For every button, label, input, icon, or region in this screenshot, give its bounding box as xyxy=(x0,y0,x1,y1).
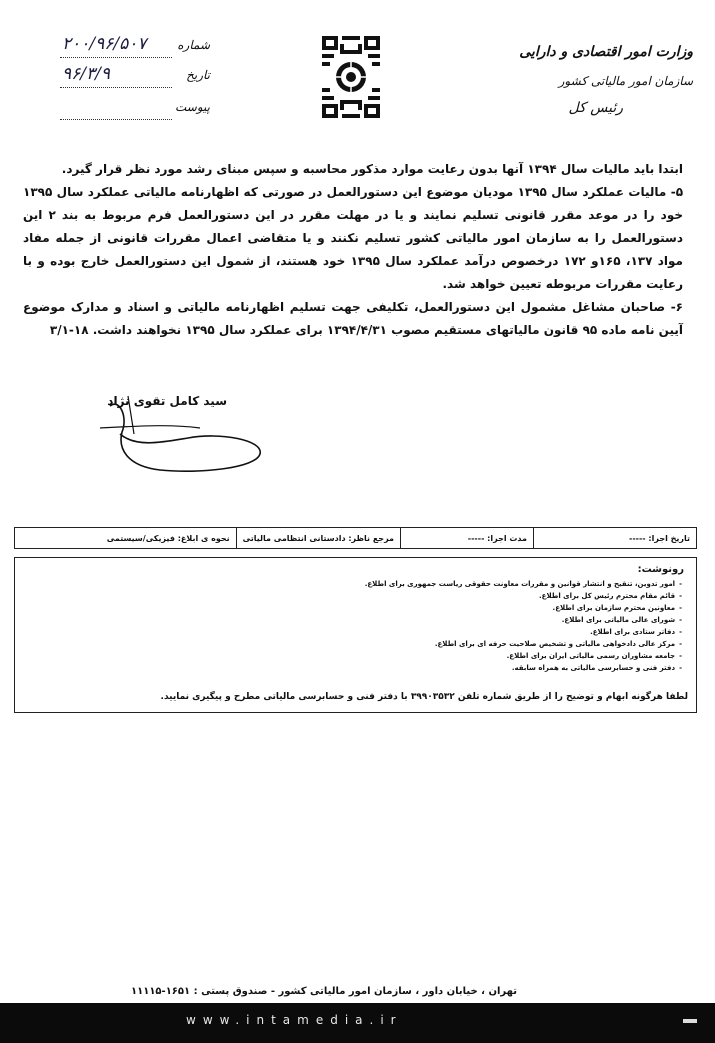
copy-recipient: - قائم مقام محترم رئیس کل برای اطلاع. xyxy=(365,590,682,602)
organization-name: سازمان امور مالیاتی کشور xyxy=(558,74,693,88)
execution-date: تاریخ اجرا: ----- xyxy=(534,528,697,549)
footer-address: تهران ، خیابان داور ، سازمان امور مالیاتی کشور - صندوق پستی : ۱۶۵۱-۱۱۱۱۵ xyxy=(131,986,517,997)
copy-recipient: - جامعه مشاوران رسمی مالیاتی ایران برای اطلاع. xyxy=(365,650,682,662)
copy-recipient: - مرکز عالی دادخواهی مالیاتی و تشخیص صلاحیت حرفه ای برای اطلاع. xyxy=(365,638,682,650)
copy-recipient: - دفتر فنی و حسابرسی مالیاتی به همراه سابقه. xyxy=(365,662,682,674)
letter-date xyxy=(30,64,210,90)
execution-info-table xyxy=(14,527,697,549)
date-label: تاریخ xyxy=(186,68,210,82)
website-link[interactable]: www.intamedia.ir xyxy=(186,1013,403,1027)
copy-recipient: - شورای عالی مالیاتی برای اطلاع. xyxy=(365,614,682,626)
footer-bar xyxy=(0,1003,715,1043)
supervising-authority: مرجع ناظر: دادستانی انتظامی مالیاتی xyxy=(236,528,400,549)
copies-box xyxy=(14,557,697,713)
body-paragraph-3: ۶- صاحبان مشاغل مشمول این دستورالعمل، تکلیفی جهت تسلیم اظهارنامه مالیاتی و اسناد و مدارک موضوع آیین نامه ماده ۹۵ قانون مالیاتهای مستقیم مصوب ۱۳۹۴/۴/۳۱ برای عملکرد سال ۱۳۹۵ نخواهند داشت. ۱۸-۳/۱ xyxy=(23,300,683,337)
copy-recipient: - معاونین محترم سازمان برای اطلاع. xyxy=(365,602,682,614)
copy-recipient: - دفاتر ستادی برای اطلاع. xyxy=(365,626,682,638)
signatory-name: سید کامل تقوی نژاد xyxy=(107,394,227,408)
letter-number xyxy=(30,34,210,60)
number-value: ۲۰۰/۹۶/۵۰۷ xyxy=(62,34,147,54)
letter-attachment xyxy=(30,100,210,122)
organization-logo xyxy=(318,34,384,120)
body-paragraph-2: ۵- مالیات عملکرد سال ۱۳۹۵ مودیان موضوع این دستورالعمل در صورتی که اظهارنامه مالیاتی عملکرد سال ۱۳۹۵ خود را در موعد مقرر قانونی تسلیم نمایند و یا در مهلت مقرر در این دستورالعمل فرم مربوط به بند ۲ این دستورالعمل را به سازمان امور مالیاتی کشور تسلیم نکنند و یا متقاضی اعمال مقررات قانونی از جمله مفاد مواد ۱۳۷، ۱۶۵و ۱۷۲ درخصوص درآمد عملکرد سال ۱۳۹۵ خود هستند، از شمول این دستورالعمل خارج بوده و با رعایت مقررات مربوطه تعیین خواهد شد. xyxy=(23,185,684,291)
office-title: رئیس کل xyxy=(568,100,623,116)
corner-mark xyxy=(683,1019,697,1023)
attachment-label: پیوست xyxy=(175,100,210,114)
copies-title: رونوشت: xyxy=(637,564,684,575)
handwritten-signature xyxy=(80,388,280,488)
ministry-name: وزارت امور اقتصادی و دارایی xyxy=(519,44,693,60)
number-label: شماره xyxy=(177,38,210,52)
notification-method: نحوه ی ابلاغ: فیزیکی/سیستمی xyxy=(15,528,237,549)
contact-note: لطفا هرگونه ابهام و توضیح را از طریق شماره تلفن ۳۹۹۰۳۵۳۲ با دفتر فنی و حسابرسی مالیاتی مطرح و پیگیری نمایید. xyxy=(160,692,688,702)
letter-body xyxy=(23,158,683,342)
copies-list xyxy=(365,578,682,674)
copy-recipient: - امور تدوین، تنقیح و انتشار قوانین و مقررات معاونت حقوقی ریاست جمهوری برای اطلاع. xyxy=(365,578,682,590)
execution-period: مدت اجرا: ----- xyxy=(401,528,534,549)
date-value: ۹۶/۳/۹ xyxy=(62,64,110,84)
body-paragraph-1: ابتدا باید مالیات سال ۱۳۹۴ آنها بدون رعایت موارد مذکور محاسبه و سپس مبنای رشد مورد نظر قرار گیرد. xyxy=(61,162,683,176)
